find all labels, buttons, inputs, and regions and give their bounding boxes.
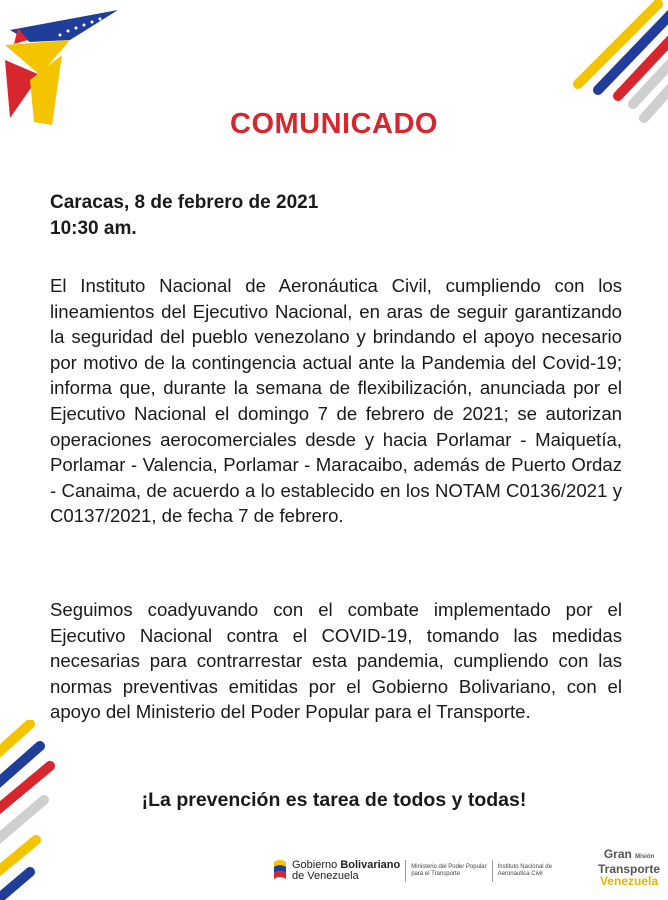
- divider: [405, 860, 406, 882]
- ministry-label: Ministerio del Poder Popular para el Transporte: [411, 864, 487, 877]
- paragraph-2: Seguimos coadyuvando con el combate implementado por el Ejecutivo Nacional contra el COVID-19, tomando las medidas necesarias para contrarrestar esta pandemia, cumpliendo con las normas preventivas emitidas por el Gobierno Bolivariano, con el apoyo del Ministerio del Poder Popular para el Transporte.: [50, 599, 622, 723]
- time-line: 10:30 am.: [50, 218, 137, 239]
- gran-mision-transporte-logo: Gran Misión Transporte Venezuela: [597, 847, 660, 888]
- divider: [492, 860, 493, 882]
- footer-government-logos: [272, 858, 552, 884]
- date-block: [50, 190, 318, 242]
- gobierno-bolivariano-label: Gobierno Bolivariano de Venezuela: [292, 859, 401, 882]
- date-line: Caracas, 8 de febrero de 2021: [50, 192, 319, 213]
- paragraph-1: El Instituto Nacional de Aeronáutica Civil, cumpliendo con los lineamientos del Ejecutivo Nacional, en aras de seguir garantizando la seguridad del pueblo venezolano y brindando el apoyo necesario por motivo de la contingencia actual ante la Pandemia del Covid-19; informa que, durante la semana de flexibilización, anunciada por el Ejecutivo Nacional el domingo 7 de febrero de 2021; se autorizan operaciones aerocomerciales desde y hacia Porlamar - Maiquetía, Porlamar - Valencia, Porlamar - Maracaibo, además de Puerto Ordaz - Canaima, de acuerdo a lo establecido en los NOTAM C0136/2021 y C0137/2021, de fecha 7 de febrero.: [50, 275, 622, 527]
- inac-label: Instituto Nacional de Aeronáutica Civil: [497, 864, 552, 877]
- page-title: COMUNICADO: [230, 108, 438, 140]
- closing-slogan: ¡La prevención es tarea de todos y todas!: [141, 789, 527, 811]
- venezuela-flag-icon: [272, 858, 288, 884]
